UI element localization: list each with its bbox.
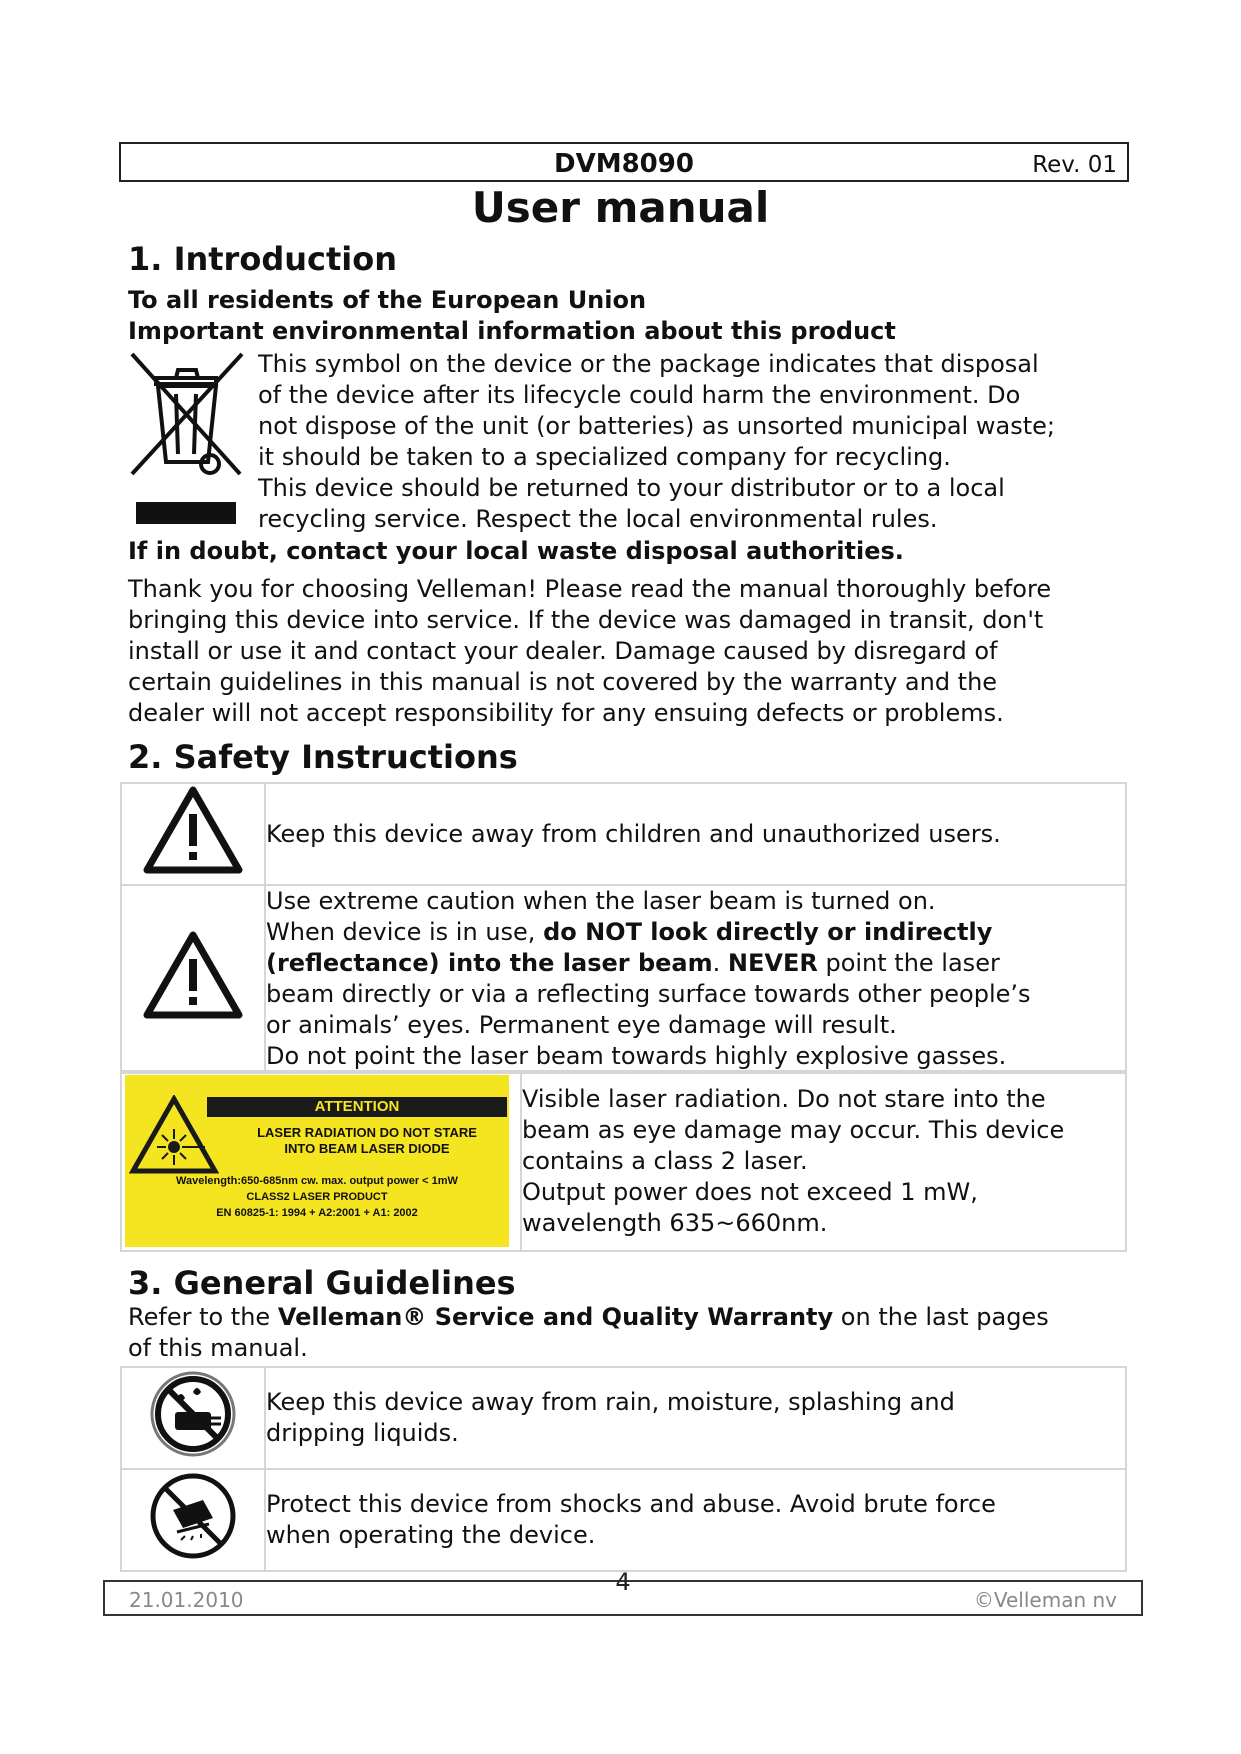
footer-copyright: ©Velleman nv <box>973 1588 1117 1612</box>
guideline-moisture-text: Keep this device away from rain, moisture, splashing and dripping liquids. <box>265 1367 1126 1469</box>
safety-table <box>120 782 1127 1074</box>
warning-triangle-icon <box>121 885 265 1073</box>
safety-row-children-text: Keep this device away from children and unauthorized users. <box>265 783 1126 885</box>
guideline-shock-text: Protect this device from shocks and abuse. Avoid brute force when operating the device. <box>265 1469 1126 1571</box>
no-shock-icon <box>121 1469 265 1571</box>
warranty-reference: Refer to the Velleman® Service and Quality Warranty on the last pages of this manual. <box>128 1303 1049 1362</box>
guidelines-table <box>120 1366 1127 1572</box>
footer-box <box>103 1568 1143 1616</box>
laser-label-table <box>120 1070 1127 1252</box>
no-water-icon <box>121 1367 265 1469</box>
warning-triangle-icon <box>121 783 265 885</box>
safety-row-laser-text: Use extreme caution when the laser beam is turned on. When device is in use, do NOT look directly or indirectly (reflectance) into the laser beam. NEVER point the laser beam directly or via a reflecting surface towards other people’s or animals’ eyes. Permanent eye damage will result. Do not point the laser beam towards highly explosive gasses. <box>265 885 1126 1073</box>
label-specs: Wavelength:650-685nm cw. max. output power < 1mW CLASS2 LASER PRODUCT EN 60825-1: 1994 + A2:2001 + A1: 2002 <box>176 1175 458 1219</box>
document-title: User manual <box>471 183 770 232</box>
weee-paragraph: This symbol on the device or the package indicates that disposal of the device after its lifecycle could harm the environment. Do not dispose of the unit (or batteries) as unsorted municipal waste; it should be taken to a specialized company for recycling. This device should be returned to your distributor or to a local recycling service. Respect the local environmental rules. <box>258 350 1055 533</box>
doubt-line: If in doubt, contact your local waste disposal authorities. <box>128 537 904 565</box>
label-banner: ATTENTION <box>207 1097 507 1117</box>
footer-date: 21.01.2010 <box>129 1588 244 1612</box>
safety-row-children <box>121 783 1126 885</box>
label-text-block: LASER RADIATION DO NOT STARE INTO BEAM LASER DIODE <box>257 1125 477 1156</box>
thanks-paragraph: Thank you for choosing Velleman! Please read the manual thoroughly before bringing this device into service. If the device was damaged in transit, don't install or use it and contact your dealer. Damage caused by disregard of certain guidelines in this manual is not covered by the warranty and the dealer will not accept responsibility for any ensuing defects or problems. <box>128 575 1052 727</box>
residents-line: To all residents of the European Union <box>128 286 647 314</box>
section-1-heading: 1. Introduction <box>128 240 397 278</box>
laser-warning-label <box>121 1071 521 1251</box>
laser-hazard-icon <box>129 1095 219 1175</box>
guideline-row-shock <box>121 1469 1126 1571</box>
weee-bin-icon <box>128 352 246 530</box>
revision: Rev. 01 <box>1032 152 1117 178</box>
model-number: DVM8090 <box>554 149 694 179</box>
environment-info-line: Important environmental information about this product <box>128 317 896 345</box>
guideline-row-moisture <box>121 1367 1126 1469</box>
section-2-heading: 2. Safety Instructions <box>128 738 518 776</box>
laser-label-text: Visible laser radiation. Do not stare into the beam as eye damage may occur. This device contains a class 2 laser. Output power does not exceed 1 mW, wavelength 635~660nm. <box>521 1071 1126 1251</box>
laser-label-row <box>121 1071 1126 1251</box>
section-3-heading: 3. General Guidelines <box>128 1264 516 1302</box>
safety-row-laser <box>121 885 1126 1073</box>
laser-label-panel <box>125 1075 509 1247</box>
header-box <box>119 142 1129 182</box>
page-number: 4 <box>615 1568 631 1596</box>
